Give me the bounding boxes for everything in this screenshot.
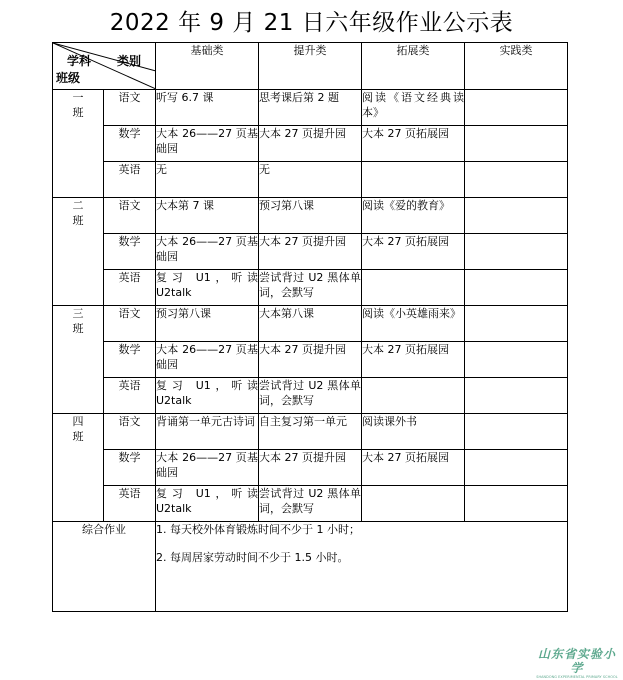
subject-label: 数学 xyxy=(104,450,156,486)
comprehensive-label: 综合作业 xyxy=(53,522,156,612)
homework-cell-advanced: 无 xyxy=(259,162,362,198)
homework-cell-practice xyxy=(465,126,568,162)
homework-cell-practice xyxy=(465,234,568,270)
subject-label: 语文 xyxy=(104,198,156,234)
table-row xyxy=(53,378,568,414)
subject-label: 数学 xyxy=(104,126,156,162)
homework-cell-extension: 大本 27 页拓展园 xyxy=(362,126,465,162)
homework-cell-basic: 背诵第一单元古诗词 xyxy=(156,414,259,450)
homework-cell-practice xyxy=(465,378,568,414)
homework-cell-practice xyxy=(465,450,568,486)
homework-cell-extension: 大本 27 页拓展园 xyxy=(362,234,465,270)
homework-cell-advanced: 自主复习第一单元 xyxy=(259,414,362,450)
corner-subject-label: 学科 xyxy=(67,54,92,68)
column-header-advanced: 提升类 xyxy=(259,43,362,90)
class-label xyxy=(53,198,104,306)
homework-cell-extension: 阅读《语文经典读本》 xyxy=(362,90,465,126)
homework-cell-extension xyxy=(362,378,465,414)
homework-cell-advanced: 尝试背过 U2 黑体单词，会默写 xyxy=(259,486,362,522)
comprehensive-item: 2. 每周居家劳动时间不少于 1.5 小时。 xyxy=(156,551,349,564)
class-name: 四 班 xyxy=(72,415,84,443)
homework-cell-basic: 大本第 7 课 xyxy=(156,198,259,234)
table-row xyxy=(53,486,568,522)
homework-cell-practice xyxy=(465,306,568,342)
homework-cell-advanced: 尝试背过 U2 黑体单词，会默写 xyxy=(259,270,362,306)
homework-cell-advanced: 大本第八课 xyxy=(259,306,362,342)
subject-label: 英语 xyxy=(104,486,156,522)
logo-sub-text: SHANDONG EXPERIMENTAL PRIMARY SCHOOL xyxy=(536,675,618,679)
header-corner xyxy=(53,43,156,90)
class-name: 三 班 xyxy=(72,307,84,335)
homework-cell-basic: 无 xyxy=(156,162,259,198)
logo-main-text: 山东省实验小学 xyxy=(537,647,616,675)
subject-label: 语文 xyxy=(104,306,156,342)
homework-cell-extension xyxy=(362,486,465,522)
homework-cell-advanced: 大本 27 页提升园 xyxy=(259,234,362,270)
table-row xyxy=(53,450,568,486)
homework-cell-extension xyxy=(362,270,465,306)
subject-label: 英语 xyxy=(104,378,156,414)
homework-cell-basic: 听写 6.7 课 xyxy=(156,90,259,126)
subject-label: 数学 xyxy=(104,342,156,378)
homework-cell-practice xyxy=(465,90,568,126)
table-row xyxy=(53,306,568,342)
homework-cell-practice xyxy=(465,162,568,198)
subject-label: 英语 xyxy=(104,162,156,198)
homework-cell-extension: 大本 27 页拓展园 xyxy=(362,450,465,486)
subject-label: 数学 xyxy=(104,234,156,270)
table-row xyxy=(53,162,568,198)
comprehensive-row xyxy=(53,522,568,612)
homework-cell-basic: 预习第八课 xyxy=(156,306,259,342)
header-row xyxy=(53,43,568,90)
table-row xyxy=(53,90,568,126)
homework-cell-extension: 大本 27 页拓展园 xyxy=(362,342,465,378)
class-label xyxy=(53,306,104,414)
homework-cell-extension: 阅读课外书 xyxy=(362,414,465,450)
homework-cell-basic: 复习 U1，听读 U2talk xyxy=(156,486,259,522)
homework-cell-practice xyxy=(465,342,568,378)
corner-category-label: 类别 xyxy=(117,54,142,68)
subject-label: 语文 xyxy=(104,90,156,126)
column-header-extension: 拓展类 xyxy=(362,43,465,90)
table-row xyxy=(53,198,568,234)
homework-cell-basic: 大本 26——27 页基础园 xyxy=(156,450,259,486)
homework-cell-advanced: 大本 27 页提升园 xyxy=(259,450,362,486)
class-label xyxy=(53,414,104,522)
homework-cell-extension xyxy=(362,162,465,198)
homework-cell-extension: 阅读《小英雄雨来》 xyxy=(362,306,465,342)
table-row xyxy=(53,270,568,306)
table-row xyxy=(53,342,568,378)
subject-label: 英语 xyxy=(104,270,156,306)
homework-cell-extension: 阅读《爱的教育》 xyxy=(362,198,465,234)
class-name: 一 班 xyxy=(72,91,84,119)
column-header-basic: 基础类 xyxy=(156,43,259,90)
table-row xyxy=(53,414,568,450)
homework-cell-advanced: 预习第八课 xyxy=(259,198,362,234)
homework-cell-basic: 复习 U1，听读 U2talk xyxy=(156,270,259,306)
homework-cell-practice xyxy=(465,198,568,234)
homework-cell-basic: 大本 26——27 页基础园 xyxy=(156,234,259,270)
table-row xyxy=(53,126,568,162)
homework-cell-advanced: 大本 27 页提升园 xyxy=(259,342,362,378)
homework-cell-advanced: 尝试背过 U2 黑体单词，会默写 xyxy=(259,378,362,414)
class-label xyxy=(53,90,104,198)
comprehensive-item: 1. 每天校外体育锻炼时间不少于 1 小时； xyxy=(156,523,360,536)
class-name: 二 班 xyxy=(72,199,84,227)
homework-cell-basic: 大本 26——27 页基础园 xyxy=(156,342,259,378)
school-logo xyxy=(532,647,622,680)
page-title: 2022 年 9 月 21 日六年级作业公示表 xyxy=(109,10,514,36)
comprehensive-content xyxy=(156,522,568,612)
homework-cell-advanced: 思考课后第 2 题 xyxy=(259,90,362,126)
homework-cell-practice xyxy=(465,486,568,522)
homework-cell-practice xyxy=(465,270,568,306)
homework-cell-practice xyxy=(465,414,568,450)
homework-cell-advanced: 大本 27 页提升园 xyxy=(259,126,362,162)
homework-cell-basic: 复习 U1，听读 U2talk xyxy=(156,378,259,414)
table-row xyxy=(53,234,568,270)
corner-class-label: 班级 xyxy=(56,71,81,85)
subject-label: 语文 xyxy=(104,414,156,450)
homework-cell-basic: 大本 26——27 页基础园 xyxy=(156,126,259,162)
homework-table xyxy=(52,42,568,612)
column-header-practice: 实践类 xyxy=(465,43,568,90)
